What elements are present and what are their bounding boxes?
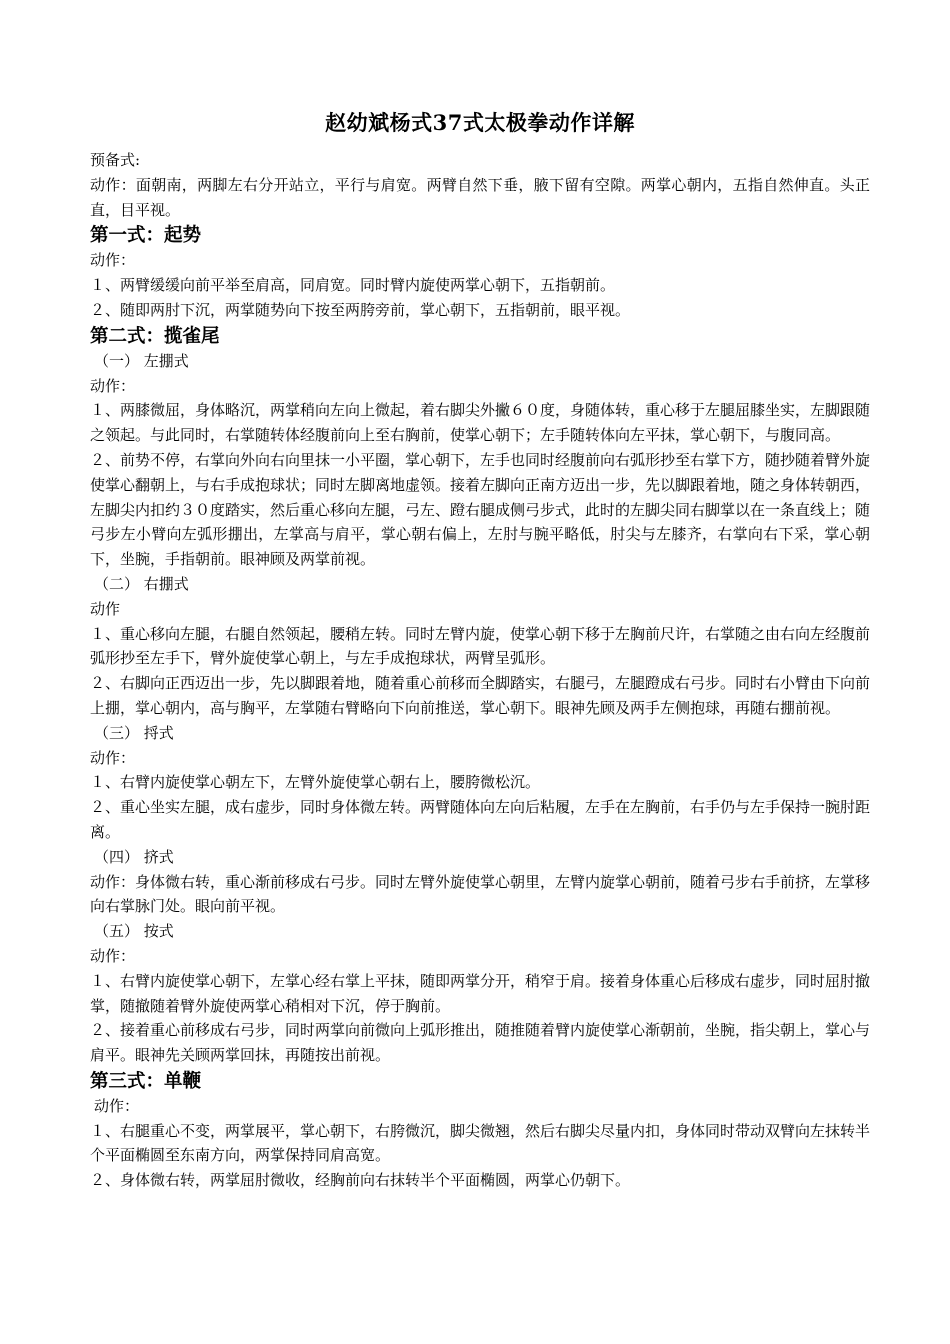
subsection-label: （二） 右掤式 <box>94 574 189 593</box>
paragraph: 动作： <box>90 376 136 395</box>
paragraph: ２、前势不停，右掌向外向右向里抹一小平圈，掌心朝下，左手也同时经腹前向右弧形抄至右掌下方，随抄随着臂外旋使掌心翻朝上，与右手成抱球状；同时左脚离地虚领。接着左脚向正南方迈出一步，先以脚跟着地，随之身体转朝西，左脚尖内扣约３０度踏实，然后重心移向左腿，弓左、蹬右腿成侧弓步式，此时的左脚尖同右脚掌以在一条直线上；随弓步左小臂向左弧形掤出，左掌高与肩平，掌心朝右偏上，左肘与腕平略低，肘尖与左膝齐，右掌向右下采，掌心朝下，坐腕，手指朝前。眼神顾及两掌前视。 <box>90 450 871 569</box>
subsection-label: （一） 左掤式 <box>94 351 189 370</box>
paragraph: ２、身体微右转，两掌屈肘微收，经胸前向右抹转半个平面椭圆，两掌心仍朝下。 <box>90 1171 631 1190</box>
paragraph: 动作：身体微右转，重心渐前移成右弓步。同时左臂外旋使掌心朝里，左臂内旋掌心朝前，随着弓步右手前挤，左掌移向右掌脉门处。眼向前平视。 <box>90 872 871 916</box>
section-heading: 第三式：单鞭 <box>90 1070 202 1092</box>
paragraph: ２、随即两肘下沉，两掌随势向下按至两胯旁前，掌心朝下，五指朝前，眼平视。 <box>90 300 631 319</box>
subsection-label: （五） 按式 <box>94 922 174 941</box>
paragraph: １、右腿重心不变，两掌展平，掌心朝下，右胯微沉，脚尖微翘，然后右脚尖尽量内扣，身体同时带动双臂向左抹转半个平面椭圆至东南方向，两掌保持同肩高宽。 <box>90 1121 871 1165</box>
paragraph: ２、右脚向正西迈出一步，先以脚跟着地，随着重心前移而全脚踏实，右腿弓，左腿蹬成右弓步。同时右小臂由下向前上掤，掌心朝内，高与胸平，左掌随右臂略向下向前推送，掌心朝下。眼神先顾及两手左侧抱球，再随右掤前视。 <box>90 674 871 717</box>
paragraph: １、右臂内旋使掌心朝下，左掌心经右掌上平抹，随即两掌分开，稍窄于肩。接着身体重心后移成右虚步，同时屈肘撤掌，随撤随着臂外旋使两掌心稍相对下沉，停于胸前。 <box>90 971 871 1015</box>
paragraph: 动作： <box>90 251 136 270</box>
section-heading: 第一式：起势 <box>90 225 202 247</box>
section-2 <box>90 325 870 1068</box>
subsection-label: （三） 捋式 <box>94 723 174 742</box>
paragraph: １、两臂缓缓向前平举至肩高，同肩宽。同时臂内旋使两掌心朝下，五指朝前。 <box>90 276 616 295</box>
section-1 <box>90 224 870 322</box>
document-title: 赵幼斌杨式37式太极拳动作详解 <box>325 110 635 135</box>
paragraph: １、右臂内旋使掌心朝左下，左臂外旋使掌心朝右上，腰胯微松沉。 <box>90 773 541 792</box>
paragraph: 动作：面朝南，两脚左右分开站立，平行与肩宽。两臂自然下垂，腋下留有空隙。两掌心朝内，五指自然伸直。头正直，目平视。 <box>90 175 870 219</box>
paragraph: ２、接着重心前移成右弓步，同时两掌向前微向上弧形推出，随推随着臂内旋使掌心渐朝前，坐腕，指尖朝上，掌心与肩平。眼神先关顾两掌回抹，再随按出前视。 <box>90 1021 871 1065</box>
paragraph: １、重心移向左腿，右腿自然领起，腰稍左转。同时左臂内旋，使掌心朝下移于左胸前尺许，右掌随之由右向左经腹前弧形抄至左手下，臂外旋使掌心朝上，与左手成抱球状，两臂呈弧形。 <box>90 624 871 668</box>
subsection-label: （四） 挤式 <box>94 847 174 866</box>
paragraph: １、两膝微屈，身体略沉，两掌稍向左向上微起，着右脚尖外撇６０度，身随体转，重心移于左腿屈膝坐实，左脚跟随之领起。与此同时，右掌随转体经腹前向上至右胸前，使掌心朝下；左手随转体向左平抹，掌心朝下，与腹同高。 <box>90 401 871 445</box>
paragraph: 动作： <box>90 946 136 965</box>
document-page <box>90 108 870 1193</box>
section-3 <box>90 1070 870 1193</box>
paragraph: ２、重心坐实左腿，成右虚步，同时身体微左转。两臂随体向左向后粘履，左手在左胸前，右手仍与左手保持一腕肘距离。 <box>90 798 871 841</box>
paragraph: 动作： <box>90 748 136 767</box>
section-prep <box>90 148 870 222</box>
prep-label: 预备式: <box>90 151 141 169</box>
paragraph: 动作： <box>94 1096 140 1115</box>
paragraph: 动作 <box>90 599 121 618</box>
section-heading: 第二式：揽雀尾 <box>90 325 220 347</box>
